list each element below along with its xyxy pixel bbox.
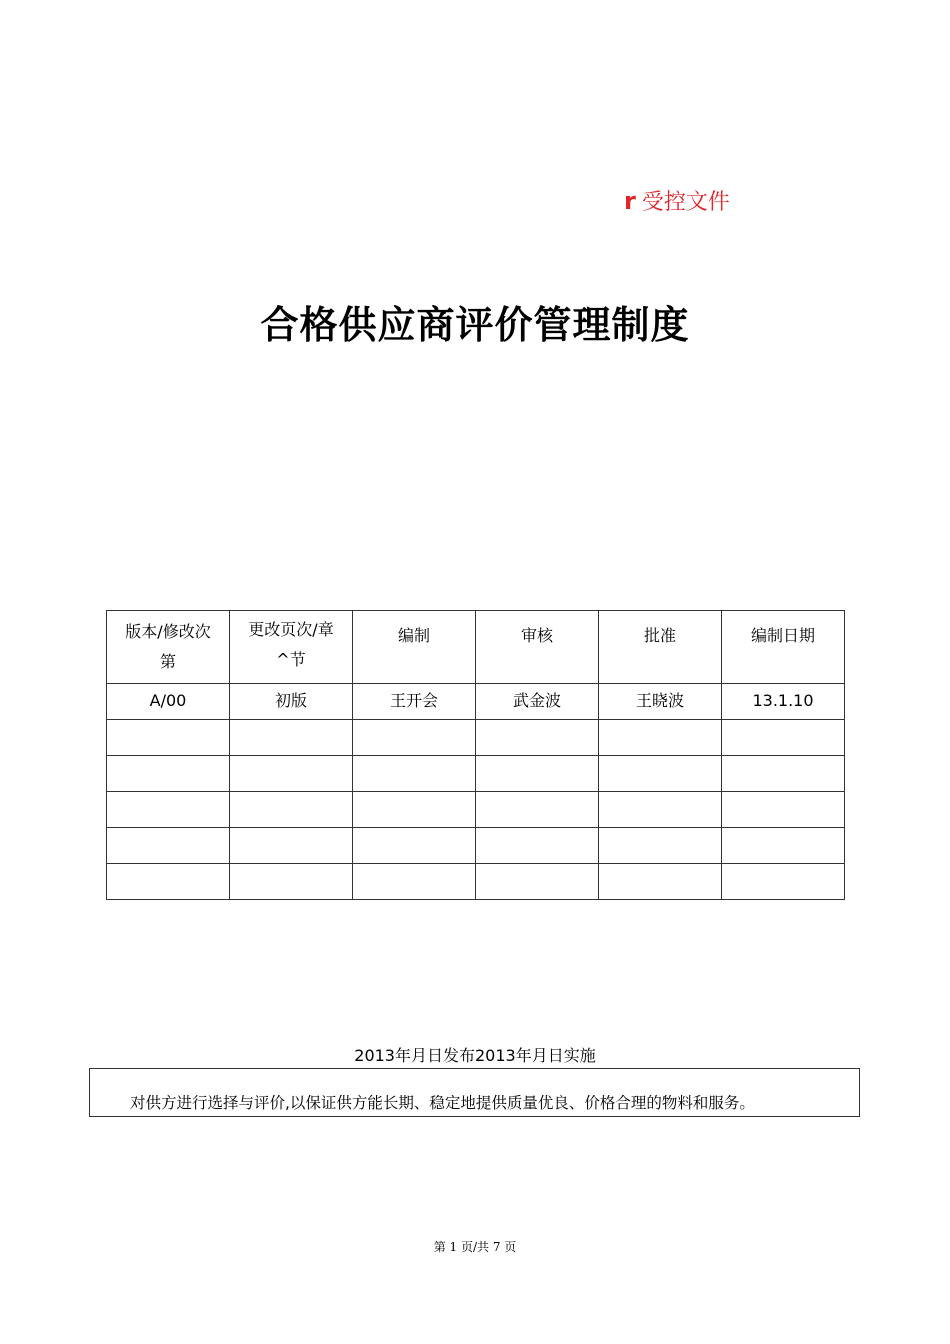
cell-reviewed: 武金波: [512, 691, 561, 710]
controlled-mark: r: [624, 187, 636, 215]
table-cell: [722, 684, 845, 720]
header-cell: [722, 611, 845, 684]
table-row: [107, 792, 845, 828]
table-cell: [230, 792, 353, 828]
cell-approved: 王晓波: [635, 691, 684, 710]
table-cell: [230, 684, 353, 720]
cell-changed-pages: 初版: [274, 691, 307, 710]
header-cell: [476, 611, 599, 684]
table-cell: [353, 828, 476, 864]
header-cell: [353, 611, 476, 684]
table-cell: [353, 684, 476, 720]
table-cell: [476, 792, 599, 828]
table-cell: [599, 756, 722, 792]
table-cell: [230, 864, 353, 900]
table-cell: [599, 864, 722, 900]
table-row: [107, 756, 845, 792]
table-cell: [722, 792, 845, 828]
table-cell: [107, 756, 230, 792]
table-cell: [353, 864, 476, 900]
header-prepared: 编制: [397, 626, 430, 645]
table-cell: [353, 756, 476, 792]
cell-date: 13.1.10: [752, 691, 814, 710]
purpose-text: 对供方进行选择与评价,以保证供方能长期、稳定地提供质量优良、价格合理的物料和服务。: [130, 1094, 755, 1112]
header-cell: [230, 611, 353, 684]
header-approved: 批准: [643, 626, 676, 645]
controlled-label: 受控文件: [641, 190, 730, 215]
release-implementation-line: 2013年月日发布2013年月日实施: [354, 1046, 596, 1065]
table-cell: [599, 720, 722, 756]
table-cell: [722, 756, 845, 792]
purpose-box: [89, 1068, 860, 1117]
table-cell: [476, 756, 599, 792]
table-cell: [353, 792, 476, 828]
table-cell: [230, 756, 353, 792]
table-cell: [107, 684, 230, 720]
table-cell: [599, 792, 722, 828]
table-cell: [107, 720, 230, 756]
table-header-row: [107, 611, 845, 684]
table-row: [107, 720, 845, 756]
table-row: [107, 864, 845, 900]
table-cell: [476, 720, 599, 756]
header-cell: [107, 611, 230, 684]
table-cell: [599, 684, 722, 720]
page-footer: 第 1 页/共 7 页: [433, 1240, 517, 1254]
table-cell: [230, 828, 353, 864]
cell-prepared: 王开会: [389, 691, 438, 710]
table-cell: [107, 792, 230, 828]
header-date: 编制日期: [750, 626, 815, 645]
table-row: [107, 828, 845, 864]
table-cell: [722, 828, 845, 864]
document-title: 合格供应商评价管理制度: [260, 303, 690, 347]
table-cell: [722, 864, 845, 900]
table-cell: [107, 828, 230, 864]
table-cell: [107, 864, 230, 900]
cell-version: A/00: [149, 691, 187, 710]
table-cell: [476, 828, 599, 864]
table-cell: [476, 684, 599, 720]
table-cell: [230, 720, 353, 756]
table-cell: [476, 864, 599, 900]
header-version: 版本/修改次 第: [125, 622, 211, 671]
controlled-document-stamp: [624, 186, 730, 218]
table-cell: [599, 828, 722, 864]
table-cell: [722, 720, 845, 756]
table-cell: [353, 720, 476, 756]
revision-table: [106, 610, 845, 900]
header-reviewed: 审核: [520, 626, 553, 645]
header-cell: [599, 611, 722, 684]
table-row: [107, 684, 845, 720]
header-changed-pages: 更改页次/章 ^节: [248, 620, 334, 669]
